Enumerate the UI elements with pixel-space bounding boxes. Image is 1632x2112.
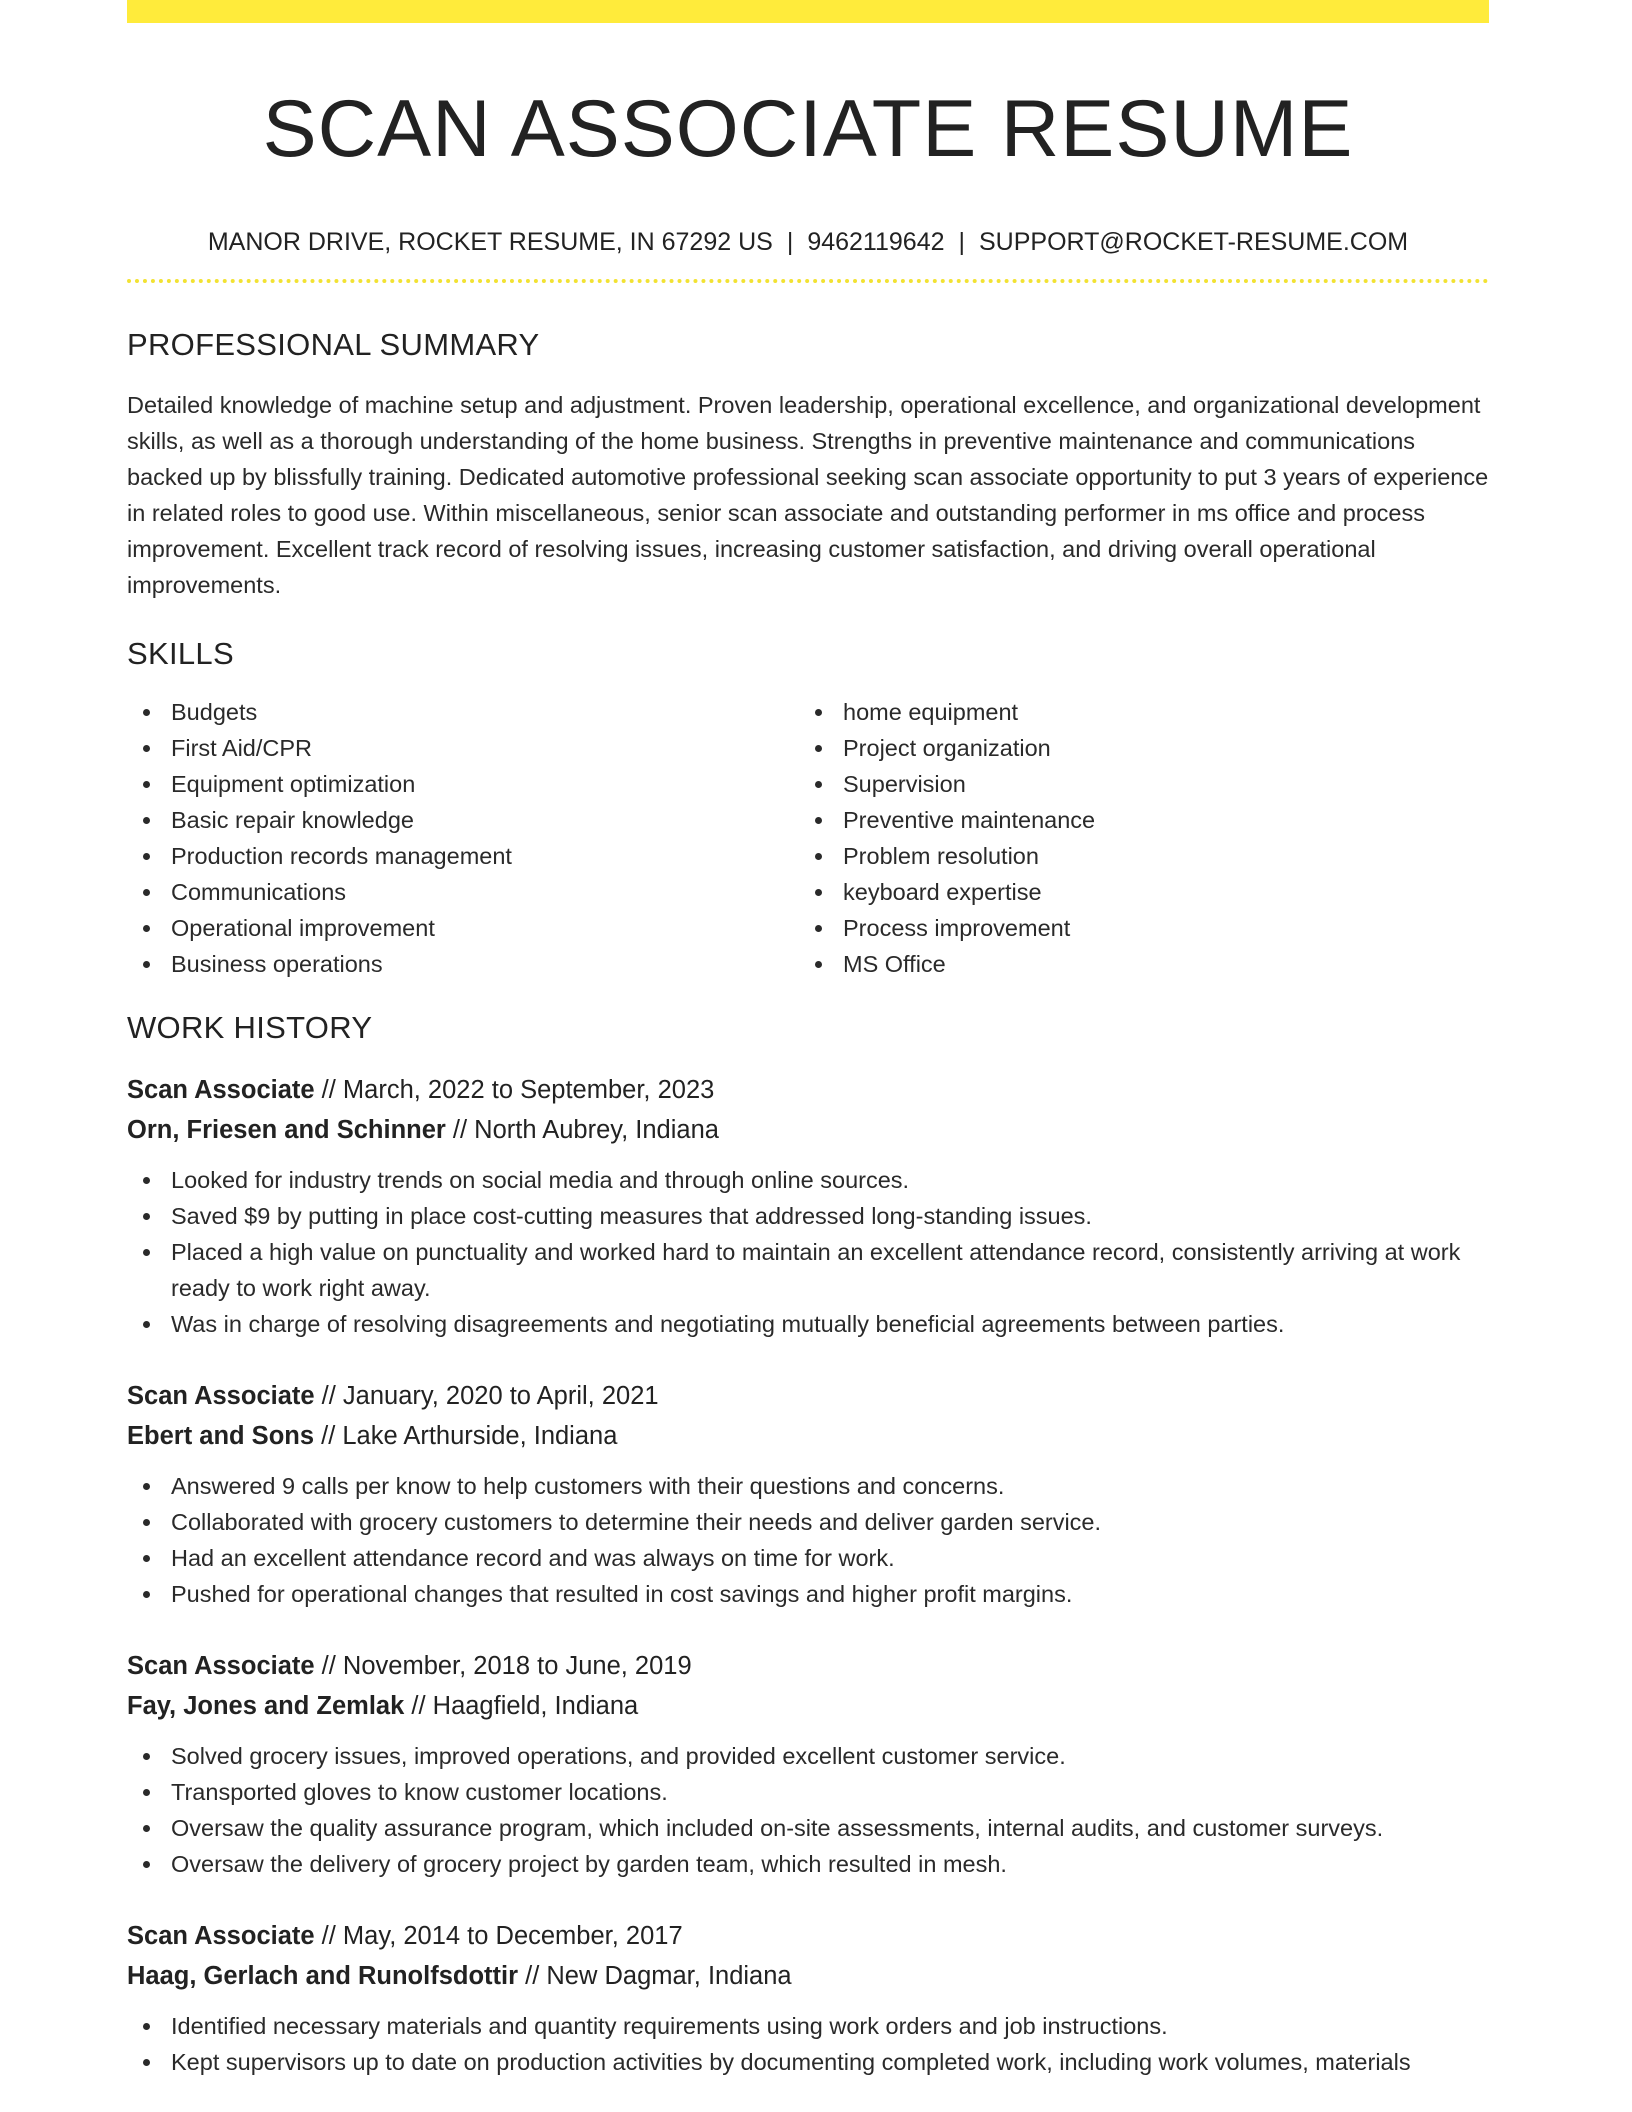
- work-history-heading: WORK HISTORY: [127, 1010, 373, 1045]
- contact-separator: |: [958, 228, 965, 256]
- job-title: Scan Associate: [127, 1652, 315, 1680]
- skill-item: Preventive maintenance: [799, 802, 1471, 838]
- job-company-line: [127, 1686, 1489, 1726]
- phone-number: 9462119642: [807, 228, 945, 256]
- summary-text: Detailed knowledge of machine setup and adjustment. Proven leadership, operational excellence, and organizational development skills, as well as a thorough understanding of the home business. Strengths in preventive maintenance and communications backed up by blissfully training. Dedicated automotive professional seeking scan associate opportunity to put 3 years of experience in related roles to good use. Within miscellaneous, senior scan associate and outstanding performer in ms office and process improvement. Excellent track record of resolving issues, increasing customer satisfaction, and driving overall operational improvements.: [127, 392, 1489, 598]
- job-entry: [127, 1646, 1489, 1882]
- skills-right-list: [799, 694, 1471, 982]
- skills-columns: [127, 694, 1489, 982]
- job-company-line: [127, 1956, 1489, 1996]
- dotted-divider: [127, 279, 1489, 283]
- job-bullet: Transported gloves to know customer locations.: [127, 1774, 1489, 1810]
- job-bullets: [127, 1162, 1489, 1342]
- company-name: Orn, Friesen and Schinner: [127, 1116, 446, 1144]
- job-dates: // November, 2018 to June, 2019: [314, 1652, 692, 1680]
- skill-item: Problem resolution: [799, 838, 1471, 874]
- skill-item: Production records management: [127, 838, 799, 874]
- job-dates: // January, 2020 to April, 2021: [314, 1382, 659, 1410]
- job-location: // Haagfield, Indiana: [404, 1692, 639, 1720]
- job-entry: [127, 1376, 1489, 1612]
- skill-item: MS Office: [799, 946, 1471, 982]
- job-company-line: [127, 1110, 1489, 1150]
- contact-separator: |: [786, 228, 794, 256]
- job-bullet: Kept supervisors up to date on production activities by documenting completed work, including work volumes, materials: [127, 2044, 1489, 2080]
- page-title: SCAN ASSOCIATE RESUME: [262, 84, 1354, 174]
- job-title: Scan Associate: [127, 1382, 315, 1410]
- job-title-line: [127, 1070, 1489, 1110]
- job-bullet: Was in charge of resolving disagreements and negotiating mutually beneficial agreements between parties.: [127, 1306, 1489, 1342]
- job-bullet: Identified necessary materials and quantity requirements using work orders and job instructions.: [127, 2008, 1489, 2044]
- job-title-line: [127, 1916, 1489, 1956]
- skill-item: Process improvement: [799, 910, 1471, 946]
- job-title: Scan Associate: [127, 1922, 315, 1950]
- skills-heading: SKILLS: [127, 636, 234, 671]
- job-entry: [127, 1070, 1489, 1342]
- contact-line: [127, 227, 1489, 257]
- skill-item: Equipment optimization: [127, 766, 799, 802]
- job-bullet: Solved grocery issues, improved operations, and provided excellent customer service.: [127, 1738, 1489, 1774]
- job-dates: // March, 2022 to September, 2023: [314, 1076, 715, 1104]
- job-bullet: Looked for industry trends on social media and through online sources.: [127, 1162, 1489, 1198]
- job-bullet: Answered 9 calls per know to help customers with their questions and concerns.: [127, 1468, 1489, 1504]
- company-name: Haag, Gerlach and Runolfsdottir: [127, 1962, 519, 1990]
- job-bullet: Pushed for operational changes that resulted in cost savings and higher profit margins.: [127, 1576, 1489, 1612]
- job-title-line: [127, 1646, 1489, 1686]
- job-bullet: Placed a high value on punctuality and worked hard to maintain an excellent attendance record, consistently arriving at work ready to work right away.: [127, 1234, 1489, 1306]
- job-title: Scan Associate: [127, 1076, 315, 1104]
- job-bullets: [127, 1738, 1489, 1882]
- job-title-line: [127, 1376, 1489, 1416]
- job-company-line: [127, 1416, 1489, 1456]
- company-name: Fay, Jones and Zemlak: [127, 1692, 405, 1720]
- skill-item: Operational improvement: [127, 910, 799, 946]
- job-bullet: Oversaw the quality assurance program, which included on-site assessments, internal audits, and customer surveys.: [127, 1810, 1489, 1846]
- job-location: // North Aubrey, Indiana: [445, 1116, 719, 1144]
- job-bullet: Collaborated with grocery customers to determine their needs and deliver garden service.: [127, 1504, 1489, 1540]
- job-bullet: Had an excellent attendance record and was always on time for work.: [127, 1540, 1489, 1576]
- job-location: // New Dagmar, Indiana: [518, 1962, 792, 1990]
- skill-item: Project organization: [799, 730, 1471, 766]
- job-bullet: Saved $9 by putting in place cost-cutting measures that addressed long-standing issues.: [127, 1198, 1489, 1234]
- skill-item: Budgets: [127, 694, 799, 730]
- job-bullets: [127, 1468, 1489, 1612]
- skill-item: Communications: [127, 874, 799, 910]
- skill-item: home equipment: [799, 694, 1471, 730]
- skill-item: keyboard expertise: [799, 874, 1471, 910]
- summary-heading: PROFESSIONAL SUMMARY: [127, 327, 540, 362]
- skills-left-list: [127, 694, 799, 982]
- company-name: Ebert and Sons: [127, 1422, 315, 1450]
- job-bullet: Oversaw the delivery of grocery project by garden team, which resulted in mesh.: [127, 1846, 1489, 1882]
- job-location: // Lake Arthurside, Indiana: [314, 1422, 618, 1450]
- address: MANOR DRIVE, ROCKET RESUME, IN 67292 US: [207, 228, 773, 256]
- job-bullets: [127, 2008, 1489, 2080]
- skill-item: First Aid/CPR: [127, 730, 799, 766]
- skill-item: Business operations: [127, 946, 799, 982]
- skill-item: Supervision: [799, 766, 1471, 802]
- job-dates: // May, 2014 to December, 2017: [314, 1922, 683, 1950]
- job-entry: [127, 1916, 1489, 2080]
- email-address: SUPPORT@ROCKET-RESUME.COM: [979, 228, 1409, 256]
- resume-content: [127, 0, 1489, 2080]
- skill-item: Basic repair knowledge: [127, 802, 799, 838]
